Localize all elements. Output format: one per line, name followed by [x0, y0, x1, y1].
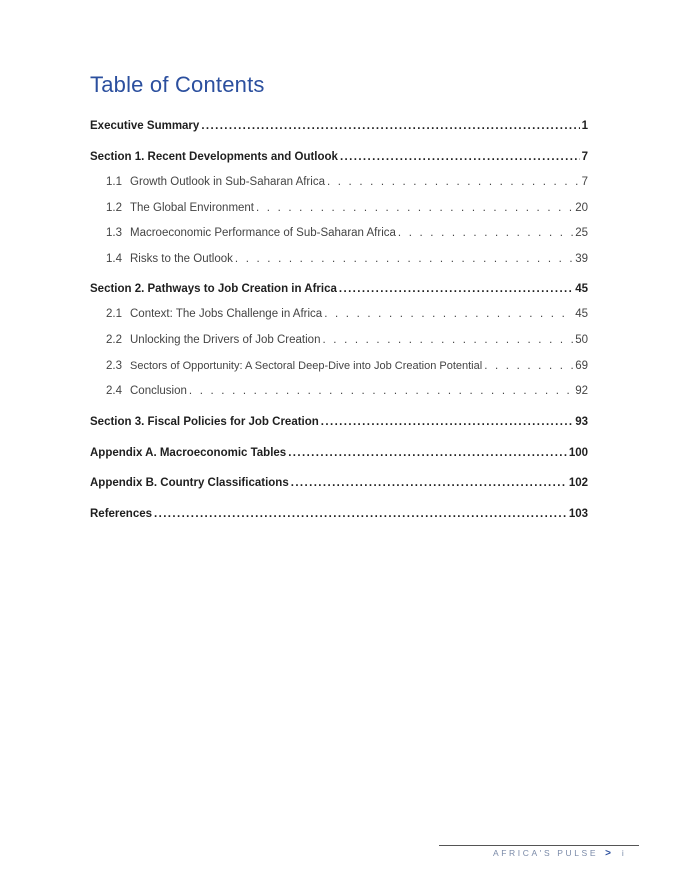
dot-leader — [256, 202, 573, 214]
dot-leader — [235, 253, 573, 265]
toc-entry-label: Section 1. Recent Developments and Outlook — [90, 151, 338, 163]
toc-entry-label: Macroeconomic Performance of Sub-Saharan Africa — [130, 227, 396, 239]
toc-entry-references[interactable] — [90, 508, 588, 520]
page-title: Table of Contents — [90, 72, 265, 97]
dot-leader — [189, 385, 573, 397]
chevron-right-icon: > — [605, 848, 611, 859]
toc-entry-number: 2.3 — [106, 360, 122, 372]
toc-entry-page: 1 — [581, 120, 588, 132]
toc-entry-page: 45 — [575, 283, 588, 295]
dot-leader — [321, 416, 573, 428]
toc-entry-1-1[interactable] — [90, 176, 588, 188]
toc-entry-appendix-a[interactable] — [90, 447, 588, 459]
toc-entry-label: Appendix B. Country Classifications — [90, 477, 289, 489]
toc-entry-number: 2.4 — [106, 385, 122, 397]
toc-entry-label: Section 3. Fiscal Policies for Job Creation — [90, 416, 319, 428]
dot-leader — [327, 176, 580, 188]
toc-entry-label: Unlocking the Drivers of Job Creation — [130, 334, 321, 346]
toc-entry-2-2[interactable] — [90, 334, 588, 346]
toc-entry-label: Risks to the Outlook — [130, 253, 233, 265]
toc-entry-label: References — [90, 508, 153, 520]
toc-entry-page: 69 — [575, 360, 588, 372]
toc-entry-executive-summary[interactable] — [90, 120, 588, 132]
dot-leader — [288, 447, 567, 459]
dot-leader — [398, 227, 573, 239]
toc-entry-page: 102 — [568, 477, 588, 489]
toc-entry-label: Sectors of Opportunity: A Sectoral Deep-Dive into Job Creation Potential — [130, 360, 483, 372]
footer-divider — [439, 845, 639, 846]
toc-entry-number: 2.1 — [106, 308, 122, 320]
toc-entry-section-1[interactable] — [90, 151, 588, 163]
dot-leader — [201, 120, 579, 132]
toc-entry-1-3[interactable] — [90, 227, 588, 239]
toc-entry-page: 100 — [568, 447, 588, 459]
toc-entry-label: Context: The Jobs Challenge in Africa — [130, 308, 323, 320]
toc-entry-page: 25 — [575, 227, 588, 239]
toc-entry-number: 1.2 — [106, 202, 122, 214]
dot-leader — [291, 477, 567, 489]
toc-entry-page: 93 — [575, 416, 588, 428]
toc-entry-page: 20 — [575, 202, 588, 214]
toc-entry-1-4[interactable] — [90, 253, 588, 265]
toc-entry-section-2[interactable] — [90, 283, 588, 295]
toc-entry-number: 2.2 — [106, 334, 122, 346]
toc-entry-2-3[interactable] — [90, 360, 588, 372]
footer-page-number: i — [621, 848, 624, 858]
dot-leader — [339, 283, 573, 295]
toc-entry-label: Executive Summary — [90, 120, 200, 132]
toc-entry-2-1[interactable] — [90, 308, 588, 320]
toc-entry-page: 7 — [581, 176, 588, 188]
toc-entry-label: Growth Outlook in Sub-Saharan Africa — [130, 176, 325, 188]
toc-entry-appendix-b[interactable] — [90, 477, 588, 489]
toc-entry-page: 92 — [575, 385, 588, 397]
toc-entry-label: Conclusion — [130, 385, 187, 397]
toc-entry-label: Section 2. Pathways to Job Creation in Africa — [90, 283, 337, 295]
dot-leader — [322, 334, 573, 346]
toc-entry-page: 50 — [575, 334, 588, 346]
toc-entry-number: 1.1 — [106, 176, 122, 188]
dot-leader — [154, 508, 567, 520]
toc-entry-2-4[interactable] — [90, 385, 588, 397]
toc-entry-page: 7 — [581, 151, 588, 163]
toc-entry-number: 1.3 — [106, 227, 122, 239]
toc-entry-label: The Global Environment — [130, 202, 255, 214]
toc-entry-section-3[interactable] — [90, 416, 588, 428]
dot-leader — [484, 360, 573, 372]
toc-entry-page: 39 — [575, 253, 588, 265]
footer-publication-name: AFRICA'S PULSE — [493, 848, 599, 858]
toc-entry-page: 45 — [575, 308, 588, 320]
dot-leader — [324, 308, 573, 320]
page-footer — [493, 848, 624, 859]
toc-entry-page: 103 — [568, 508, 588, 520]
toc-entry-number: 1.4 — [106, 253, 122, 265]
dot-leader — [340, 151, 580, 163]
toc-entry-1-2[interactable] — [90, 202, 588, 214]
toc-entry-label: Appendix A. Macroeconomic Tables — [90, 447, 287, 459]
